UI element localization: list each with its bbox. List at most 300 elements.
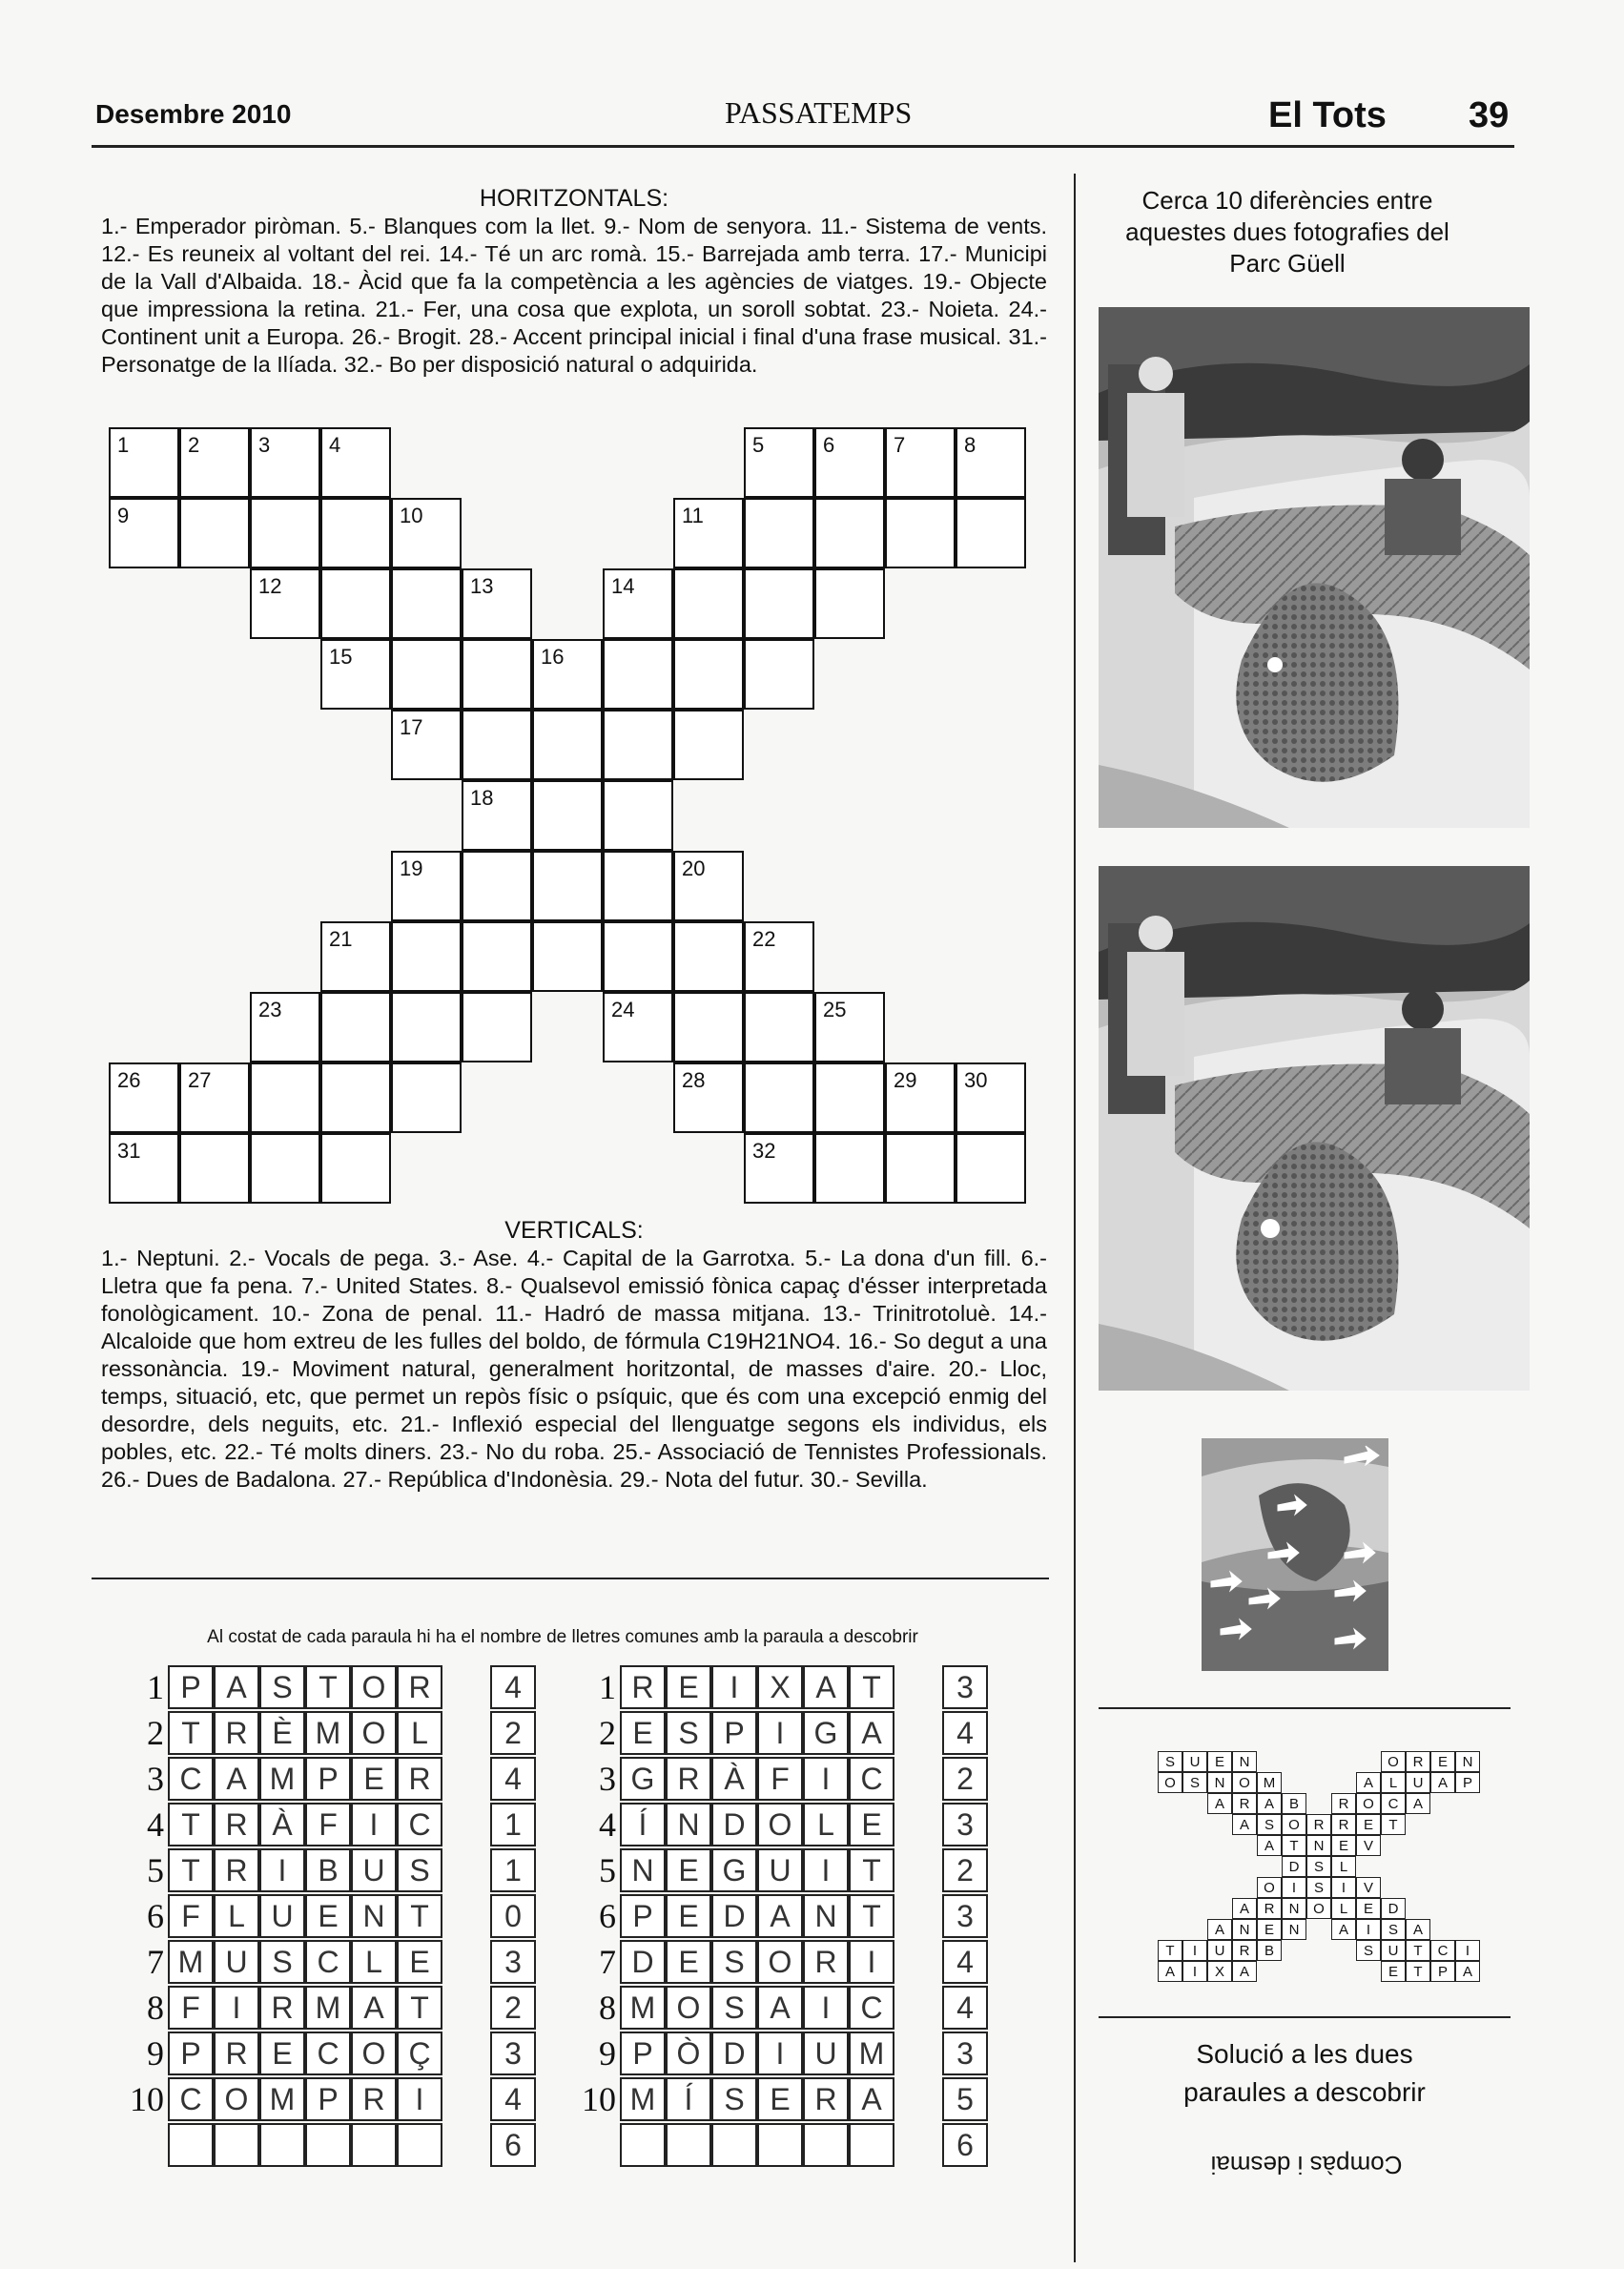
word-letter-cell: A [803,1665,849,1709]
word-letter-cell: T [849,1894,894,1938]
crossword-cell[interactable] [673,1062,744,1133]
crossword-solution-grid [1156,1742,1480,1982]
crossword-cell[interactable] [391,1062,462,1133]
crossword-cell[interactable] [462,710,532,780]
word-letter-cell: M [168,1940,214,1984]
word-letter-cell: C [849,1986,894,2030]
crossword-cell[interactable] [885,1062,956,1133]
crossword-cell[interactable] [320,1062,391,1133]
word-letter-cell: O [351,1711,397,1755]
crossword-cell[interactable] [744,639,814,710]
crossword-cell[interactable] [250,498,320,568]
solution-cell: B [1282,1793,1306,1814]
word-letter-cell: L [397,1711,442,1755]
word-row-number: 8 [599,1989,616,2027]
word-game [95,1665,1049,2180]
crossword-cell[interactable] [603,710,673,780]
word-letter-cell: À [711,1757,757,1801]
word-letter-cell: D [711,2032,757,2075]
crossword-clue-number: 2 [188,433,200,457]
crossword-cell[interactable] [744,427,814,498]
crossword-clue-number: 10 [400,504,423,527]
word-letter-cell: T [168,1848,214,1892]
solution-cell: I [1356,1919,1381,1940]
word-letter-cell: C [849,1757,894,1801]
solution-cell: S [1356,1940,1381,1961]
crossword-cell[interactable] [814,427,885,498]
word-letter-cell: G [803,1711,849,1755]
crossword-cell[interactable] [885,427,956,498]
word-letter-cell: O [757,1803,803,1846]
crossword-cell[interactable] [956,1133,1026,1204]
word-letter-cell: N [803,1894,849,1938]
word-letter-cell: Ç [397,2032,442,2075]
common-letters-count: 4 [490,2077,536,2121]
column-divider [1074,174,1076,2262]
word-letter-cell: F [757,1757,803,1801]
word-letter-cell: M [305,1711,351,1755]
crossword-clue-number: 28 [682,1068,706,1092]
solution-cell: S [1306,1856,1331,1877]
solution-cell: E [1356,1898,1381,1919]
word-letter-cell: T [849,1665,894,1709]
word-letter-cell: T [168,1803,214,1846]
answer-letter-cell[interactable] [168,2123,214,2167]
crossword-cell[interactable] [673,639,744,710]
common-letters-count: 4 [490,1665,536,1709]
word-letter-cell: E [666,1894,711,1938]
word-letter-cell: C [305,2032,351,2075]
word-row-number: 10 [130,2080,164,2118]
vertical-clues-title: VERTICALS: [504,1217,644,1244]
parc-guell-photo-1 [1099,307,1530,828]
solution-cell: T [1406,1961,1430,1982]
solution-cell: E [1331,1835,1356,1856]
word-letter-cell: L [214,1894,259,1938]
common-letters-count: 2 [942,1848,988,1892]
crossword-cell[interactable] [744,498,814,568]
solution-cell: A [1232,1814,1257,1835]
word-letter-cell: S [259,1665,305,1709]
crossword-cell[interactable] [179,427,250,498]
word-letter-cell: C [168,1757,214,1801]
solution-cell: N [1207,1772,1232,1793]
crossword-cell[interactable] [603,780,673,851]
crossword-cell[interactable] [109,1133,179,1204]
solution-cell: T [1381,1814,1406,1835]
word-letter-cell: F [168,1894,214,1938]
crossword-clue-number: 1 [117,433,130,457]
word-letter-cell: R [351,2077,397,2121]
crossword-cell[interactable] [391,921,462,992]
word-letter-cell: R [803,2077,849,2121]
solution-cell: P [1430,1961,1455,1982]
solution-cell: R [1306,1814,1331,1835]
solution-cell: E [1356,1814,1381,1835]
crossword-cell[interactable] [744,1062,814,1133]
common-letters-count: 0 [490,1894,536,1938]
crossword-cell[interactable] [814,568,885,639]
word-row-number: 1 [599,1668,616,1706]
word-row-number: 1 [147,1668,164,1706]
solution-rule-top [1099,1707,1511,1709]
word-letter-cell: E [305,1894,351,1938]
word-letter-cell: S [711,2077,757,2121]
solution-cell: B [1257,1940,1282,1961]
word-letter-cell: I [351,1803,397,1846]
word-letter-cell: M [259,1757,305,1801]
crossword-cell[interactable] [109,498,179,568]
solution-cell: A [1158,1961,1182,1982]
word-letter-cell: P [620,2032,666,2075]
crossword-cell[interactable] [532,639,603,710]
word-letter-cell: U [259,1894,305,1938]
solution-cell: I [1331,1877,1356,1898]
crossword-cell[interactable] [179,1062,250,1133]
issue-date: Desembre 2010 [95,99,292,129]
word-row-number: 6 [599,1897,616,1935]
solution-cell: A [1207,1919,1232,1940]
crossword-cell[interactable] [744,921,814,992]
word-letter-cell: I [757,1711,803,1755]
word-letter-cell: R [214,2032,259,2075]
word-letter-cell: R [666,1757,711,1801]
word-letter-cell: E [757,2077,803,2121]
word-letter-cell: R [214,1711,259,1755]
crossword-cell[interactable] [391,498,462,568]
word-letter-cell: È [259,1711,305,1755]
solution-cell: R [1331,1814,1356,1835]
word-letter-cell: I [803,1757,849,1801]
solution-cell: I [1282,1877,1306,1898]
crossword-cell[interactable] [814,498,885,568]
answer-letter-cell[interactable] [351,2123,397,2167]
solution-cell: C [1381,1793,1406,1814]
answer-letter-cell[interactable] [214,2123,259,2167]
horizontal-clues-text: 1.- Emperador piròman. 5.- Blanques com la llet. 9.- Nom de senyora. 11.- Sistema de vents. 12.- Es reuneix al voltant del rei. 14.- Té un arc romà. 15.- Barrejada amb terra. 17.- Municipi de la Vall d'Albaida. 18.- Àcid que fa la competència a les agències de viatges. 19.- Objecte que impressiona la retina. 21.- Fer, una cosa que explota, un soroll sobtat. 23.- Noieta. 24.- Continent unit a Europa. 26.- Brogit. 28.- Accent principal inicial i final d'una frase musical. 31.- Personatge de la Ilíada. 32.- Bo per disposició natural o adquirida. [101,214,1047,377]
word-letter-cell: R [259,1986,305,2030]
crossword-cell[interactable] [462,568,532,639]
word-letter-cell: P [620,1894,666,1938]
word-letter-cell: I [259,1848,305,1892]
solution-cell: S [1257,1814,1282,1835]
crossword-clue-number: 31 [117,1139,141,1163]
word-row-number: 7 [147,1943,164,1981]
crossword-cell[interactable] [462,851,532,921]
word-letter-cell: L [803,1803,849,1846]
word-letter-cell: A [214,1665,259,1709]
solution-cell: U [1207,1940,1232,1961]
word-game-instructions: Al costat de cada paraula hi ha el nombre de lletres comunes amb la paraula a descobrir [207,1627,918,1647]
solution-cell: P [1455,1772,1480,1793]
crossword-clue-number: 20 [682,856,706,880]
word-letter-cell: E [351,1757,397,1801]
crossword-cell[interactable] [673,710,744,780]
solution-cell: R [1257,1898,1282,1919]
crossword-cell[interactable] [532,780,603,851]
crossword-cell[interactable] [885,498,956,568]
crossword-cell[interactable] [603,992,673,1062]
solution-cell: A [1257,1835,1282,1856]
crossword-cell[interactable] [391,992,462,1062]
solution-cell: A [1430,1772,1455,1793]
magazine-title: El Tots [1268,95,1387,135]
answer-letter-cell[interactable] [757,2123,803,2167]
word-game-rule [92,1578,1049,1579]
differences-solution-image [1202,1438,1388,1671]
word-letter-cell: A [849,1711,894,1755]
solution-cell: C [1430,1940,1455,1961]
word-row-number: 5 [147,1851,164,1889]
crossword-cell[interactable] [250,1062,320,1133]
word-letter-cell: A [849,2077,894,2121]
solution-cell: T [1282,1835,1306,1856]
crossword-cell[interactable] [885,1133,956,1204]
word-letter-cell: O [757,1940,803,1984]
crossword-clue-number: 3 [258,433,271,457]
word-row-number: 4 [147,1805,164,1844]
horizontal-clues [101,185,1047,379]
word-letter-cell: P [305,1757,351,1801]
word-letter-cell: S [711,1940,757,1984]
crossword-cell[interactable] [532,921,603,992]
solution-cell: V [1356,1835,1381,1856]
solution-cell: A [1356,1772,1381,1793]
word-letter-cell: T [305,1665,351,1709]
word-letter-cell: E [849,1803,894,1846]
word-row-number: 3 [599,1760,616,1798]
crossword-cell[interactable] [814,1062,885,1133]
answer-letter-cell[interactable] [849,2123,894,2167]
word-letter-cell: E [666,1848,711,1892]
common-letters-count: 1 [490,1803,536,1846]
crossword-cell[interactable] [956,427,1026,498]
solution-cell: N [1282,1919,1306,1940]
common-letters-count: 3 [942,1803,988,1846]
crossword-cell[interactable] [814,992,885,1062]
crossword-cell[interactable] [673,498,744,568]
crossword-cell[interactable] [814,1133,885,1204]
crossword-clue-number: 27 [188,1068,212,1092]
common-letters-count: 4 [942,1711,988,1755]
crossword-clue-number: 11 [682,504,704,527]
solution-cell: A [1232,1898,1257,1919]
word-letter-cell: M [849,2032,894,2075]
crossword-cell[interactable] [250,992,320,1062]
crossword-cell[interactable] [532,851,603,921]
word-letter-cell: S [666,1711,711,1755]
word-letter-cell: P [305,2077,351,2121]
crossword-cell[interactable] [391,851,462,921]
solution-cell: N [1232,1919,1257,1940]
word-row-number: 2 [147,1714,164,1752]
crossword-cell[interactable] [391,710,462,780]
word-letter-cell: D [620,1940,666,1984]
common-letters-count: 2 [490,1711,536,1755]
crossword-clue-number: 21 [329,927,353,951]
solution-rule-bottom [1099,2016,1511,2018]
crossword-cell[interactable] [320,921,391,992]
crossword-cell[interactable] [603,851,673,921]
solution-cell: S [1158,1751,1182,1772]
solution-cell: D [1282,1856,1306,1877]
word-letter-cell: Í [666,2077,711,2121]
section-title: PASSATEMPS [725,95,913,130]
answer-letter-cell[interactable] [803,2123,849,2167]
page-number: 39 [1469,95,1510,135]
word-letter-cell: S [711,1986,757,2030]
solution-cell: A [1232,1961,1257,1982]
crossword-cell[interactable] [320,568,391,639]
crossword-cell[interactable] [250,427,320,498]
solution-cell: X [1207,1961,1232,1982]
common-letters-count: 4 [942,1940,988,1984]
word-letter-cell: A [757,1894,803,1938]
crossword-clue-number: 15 [329,645,353,669]
word-letter-cell: I [803,1848,849,1892]
solution-cell: S [1381,1919,1406,1940]
crossword-cell[interactable] [320,498,391,568]
word-letter-cell: U [757,1848,803,1892]
crossword-clue-number: 26 [117,1068,141,1092]
solution-answer: Compàs i desmai [1210,2151,1403,2179]
crossword-cell[interactable] [956,1062,1026,1133]
common-letters-count: 2 [490,1986,536,2030]
word-letter-cell: T [849,1848,894,1892]
crossword-cell[interactable] [320,992,391,1062]
solution-cell: U [1381,1940,1406,1961]
crossword-cell[interactable] [109,1062,179,1133]
word-letter-cell: O [351,2032,397,2075]
word-letter-cell: E [666,1940,711,1984]
word-letter-cell: A [757,1986,803,2030]
crossword-cell[interactable] [673,851,744,921]
word-letter-cell: Í [620,1803,666,1846]
parc-guell-photo-2 [1099,866,1530,1391]
word-letter-cell: M [259,2077,305,2121]
word-letter-cell: N [620,1848,666,1892]
crossword-cell[interactable] [744,1133,814,1204]
solution-caption: Solució a les dues paraules a descobrir [1183,2039,1426,2107]
crossword-cell[interactable] [744,568,814,639]
word-letter-cell: P [168,1665,214,1709]
solution-cell: I [1455,1940,1480,1961]
crossword-cell[interactable] [250,1133,320,1204]
word-letter-cell: Ò [666,2032,711,2075]
word-letter-cell: M [305,1986,351,2030]
word-row-number: 9 [147,2034,164,2073]
word-letter-cell: C [168,2077,214,2121]
crossword-cell[interactable] [179,498,250,568]
solution-cell: I [1182,1940,1207,1961]
crossword-cell[interactable] [532,710,603,780]
crossword-cell[interactable] [673,568,744,639]
word-letter-cell: M [620,2077,666,2121]
crossword-clue-number: 7 [894,433,906,457]
crossword-cell[interactable] [673,921,744,992]
answer-letter-cell[interactable] [666,2123,711,2167]
solution-cell: V [1356,1877,1381,1898]
solution-cell: I [1182,1961,1207,1982]
solution-cell: L [1331,1898,1356,1919]
answer-letter-cell[interactable] [620,2123,666,2167]
answer-letter-cell[interactable] [305,2123,351,2167]
crossword-clue-number: 30 [964,1068,988,1092]
solution-cell: A [1207,1793,1232,1814]
crossword-cell[interactable] [462,780,532,851]
word-letter-cell: N [666,1803,711,1846]
crossword-cell[interactable] [250,568,320,639]
word-letter-cell: À [259,1803,305,1846]
crossword-cell[interactable] [603,921,673,992]
answer-letter-cell[interactable] [259,2123,305,2167]
crossword-cell[interactable] [462,992,532,1062]
word-letter-cell: X [757,1665,803,1709]
solution-cell: O [1257,1877,1282,1898]
solution-cell: E [1257,1919,1282,1940]
answer-letter-count: 6 [490,2123,536,2167]
word-letter-cell: I [803,1986,849,2030]
parc-guell-bench-image [1099,866,1530,1391]
crossword-cell[interactable] [320,1133,391,1204]
solution-cell: O [1306,1898,1331,1919]
solution-cell: U [1182,1751,1207,1772]
crossword-cell[interactable] [320,639,391,710]
crossword-clue-number: 25 [823,998,847,1021]
crossword-cell[interactable] [673,992,744,1062]
answer-letter-cell[interactable] [711,2123,757,2167]
word-row-number: 6 [147,1897,164,1935]
crossword-cell[interactable] [109,427,179,498]
solution-cell: E [1430,1751,1455,1772]
word-letter-cell: D [711,1803,757,1846]
solution-cell: A [1406,1919,1430,1940]
crossword-cell[interactable] [462,639,532,710]
differences-solution-photo [1202,1438,1388,1671]
crossword-cell[interactable] [603,568,673,639]
crossword-clue-number: 29 [894,1068,917,1092]
answer-letter-cell[interactable] [397,2123,442,2167]
crossword-clue-number: 19 [400,856,423,880]
word-letter-cell: T [168,1711,214,1755]
crossword-cell[interactable] [956,498,1026,568]
word-letter-cell: R [397,1665,442,1709]
solution-cell: N [1455,1751,1480,1772]
crossword-clue-number: 23 [258,998,282,1021]
crossword-cell[interactable] [391,568,462,639]
crossword-cell[interactable] [744,992,814,1062]
vertical-clues [101,1217,1047,1494]
crossword-cell[interactable] [391,639,462,710]
solution-cell: O [1232,1772,1257,1793]
crossword-cell[interactable] [462,921,532,992]
crossword-clue-number: 16 [541,645,565,669]
solution-cell: R [1232,1940,1257,1961]
word-letter-cell: I [849,1940,894,1984]
crossword-cell[interactable] [603,639,673,710]
crossword-cell[interactable] [179,1133,250,1204]
solution-cell: R [1406,1751,1430,1772]
word-letter-cell: R [803,1940,849,1984]
word-letter-cell: S [397,1848,442,1892]
word-row-number: 8 [147,1989,164,2027]
solution-cell: E [1207,1751,1232,1772]
solution-cell: N [1306,1835,1331,1856]
word-letter-cell: M [620,1986,666,2030]
parc-guell-bench-image [1099,307,1530,828]
crossword-cell[interactable] [320,427,391,498]
word-letter-cell: O [214,2077,259,2121]
